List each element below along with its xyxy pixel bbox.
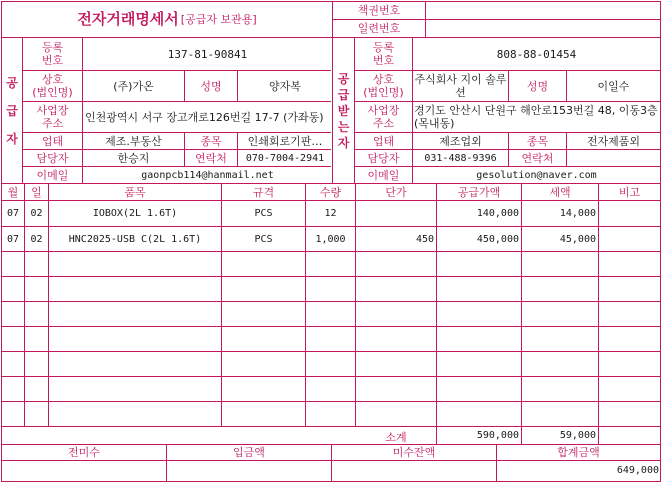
row-day: 02 bbox=[30, 208, 43, 219]
buyer-address: 경기도 안산시 단원구 해안로153번길 48, 이동3층 (목내동) bbox=[414, 104, 658, 130]
buyer-email: gesolution@naver.com bbox=[476, 169, 597, 181]
supplier-name: 양자복 bbox=[269, 79, 301, 93]
buyer-manager: 031-488-9396 bbox=[424, 152, 497, 164]
supplier-side-label bbox=[2, 38, 22, 183]
supplier-reg-no: 137-81-90841 bbox=[167, 47, 248, 61]
col-month-header: 월 bbox=[7, 185, 19, 199]
buyer-email-label: 이메일 bbox=[367, 168, 400, 182]
col-qty-header: 수량 bbox=[319, 185, 342, 199]
buyer-name-label: 성명 bbox=[526, 79, 549, 93]
buyer-business-label: 업태 bbox=[372, 134, 395, 148]
buyer-company: 주식회사 지이 솔루션 bbox=[414, 73, 507, 99]
row-day: 02 bbox=[30, 233, 43, 245]
supplier-address: 인천광역시 서구 장고개로126번길 17-7 (가좌동) bbox=[85, 110, 324, 124]
supplier-company: (주)가온 bbox=[113, 79, 154, 93]
buyer-address-label-line: 주소 bbox=[372, 117, 395, 130]
book-no-value bbox=[426, 2, 660, 19]
supplier-side-char: 자 bbox=[6, 131, 18, 146]
unpaid-label: 전미수 bbox=[68, 446, 100, 459]
buyer-name: 이일수 bbox=[597, 79, 630, 93]
supplier-company-label-line: (법인명) bbox=[32, 86, 73, 99]
buyer-side-label bbox=[333, 38, 354, 183]
buyer-address-label-line: 사업장 bbox=[367, 104, 400, 117]
rule-h bbox=[1, 326, 661, 327]
col-day-header: 일 bbox=[31, 185, 42, 199]
row-note bbox=[599, 201, 660, 226]
buyer-company-label-line: 상호 bbox=[372, 73, 395, 86]
row-item: IOBOX(2L 1.6T) bbox=[92, 208, 178, 219]
buyer-manager-label: 담당자 bbox=[367, 151, 400, 165]
supplier-business-label: 업태 bbox=[41, 134, 64, 148]
buyer-reg-label-line: 번호 bbox=[372, 54, 395, 67]
supplier-address-label-line: 사업장 bbox=[36, 104, 69, 117]
col-item-header: 품목 bbox=[124, 185, 146, 199]
row-price: 450 bbox=[415, 233, 434, 245]
buyer-company-label bbox=[355, 71, 412, 101]
supplier-manager: 한승지 bbox=[117, 151, 150, 165]
rule-h bbox=[1, 276, 661, 277]
rule-h bbox=[1, 251, 661, 252]
buyer-item: 전자제품외 bbox=[586, 134, 641, 148]
buyer-contact bbox=[567, 150, 660, 166]
supplier-company-label bbox=[23, 71, 82, 101]
row-spec: PCS bbox=[254, 208, 273, 219]
row-supply: 140,000 bbox=[476, 208, 519, 219]
supplier-email: gaonpcb114@hanmail.net bbox=[141, 169, 274, 181]
subtotal-label: 소계 bbox=[385, 431, 407, 444]
supplier-name-label: 성명 bbox=[200, 79, 222, 93]
supplier-address-label bbox=[23, 102, 82, 132]
supplier-manager-label: 담당자 bbox=[36, 151, 69, 165]
buyer-contact-label: 연락처 bbox=[521, 151, 554, 165]
supplier-reg-label-line: 번호 bbox=[41, 54, 64, 67]
book-no-label: 책권번호 bbox=[357, 4, 401, 17]
unpaid-balance-label: 미수잔액 bbox=[392, 446, 436, 459]
serial-no-value bbox=[426, 20, 660, 37]
row-month: 07 bbox=[6, 233, 20, 245]
supplier-email-label: 이메일 bbox=[36, 168, 69, 182]
document-title bbox=[2, 2, 332, 36]
buyer-side-char: 받 bbox=[337, 103, 350, 118]
total-amount: 649,000 bbox=[616, 465, 659, 476]
supplier-reg-label-line: 등록 bbox=[41, 41, 64, 54]
supplier-contact-label: 연락처 bbox=[195, 151, 227, 165]
serial-no-label: 일련번호 bbox=[357, 22, 401, 35]
row-tax: 14,000 bbox=[559, 208, 596, 219]
supplier-side-char: 공 bbox=[6, 75, 18, 90]
rule-h bbox=[1, 401, 661, 402]
rule-h bbox=[1, 376, 661, 377]
col-spec-header: 규격 bbox=[252, 185, 275, 199]
col-supply-header: 공급가액 bbox=[457, 185, 501, 199]
buyer-reg-label bbox=[355, 38, 412, 70]
col-price-header: 단가 bbox=[385, 185, 407, 199]
supplier-side-char: 급 bbox=[6, 103, 18, 118]
deposit-label: 입금액 bbox=[233, 446, 265, 459]
buyer-side-char: 급 bbox=[337, 87, 350, 102]
supplier-business: 제조.부동산 bbox=[105, 134, 162, 148]
subtotal-supply: 590,000 bbox=[476, 430, 519, 441]
total-label: 합계금액 bbox=[557, 446, 600, 459]
buyer-business: 제조업외 bbox=[439, 134, 482, 148]
buyer-address-label bbox=[355, 102, 412, 132]
col-tax-header: 세액 bbox=[549, 185, 571, 199]
row-supply: 450,000 bbox=[476, 233, 519, 245]
supplier-item: 인쇄회로기판… bbox=[247, 134, 323, 148]
buyer-company-label-line: (법인명) bbox=[363, 86, 404, 99]
row-note bbox=[599, 227, 660, 251]
supplier-reg-label bbox=[23, 38, 82, 70]
rule-h bbox=[1, 351, 661, 352]
row-month: 07 bbox=[6, 208, 20, 219]
row-qty: 1,000 bbox=[315, 233, 346, 245]
buyer-reg-label-line: 등록 bbox=[372, 41, 395, 54]
row-price bbox=[356, 201, 434, 226]
row-tax: 45,000 bbox=[559, 233, 596, 245]
col-note-header: 비고 bbox=[618, 185, 641, 199]
buyer-side-char: 공 bbox=[337, 71, 350, 86]
supplier-item-label: 종목 bbox=[200, 134, 222, 148]
title-text: 전자거래명세서 bbox=[77, 9, 179, 28]
row-item: HNC2025-USB C(2L 1.6T) bbox=[68, 233, 202, 245]
supplier-contact: 070-7004-2941 bbox=[245, 152, 325, 164]
supplier-company-label-line: 상호 bbox=[41, 73, 64, 86]
row-qty: 12 bbox=[324, 208, 337, 219]
supplier-address-label-line: 주소 bbox=[41, 117, 64, 130]
rule-h bbox=[1, 301, 661, 302]
buyer-side-char: 는 bbox=[337, 119, 350, 134]
title-subtitle: [공급자 보관용] bbox=[180, 12, 257, 26]
row-spec: PCS bbox=[254, 233, 273, 245]
buyer-reg-no: 808-88-01454 bbox=[496, 47, 577, 61]
buyer-side-char: 자 bbox=[337, 135, 350, 150]
buyer-item-label: 종목 bbox=[526, 134, 549, 148]
subtotal-tax: 59,000 bbox=[559, 430, 596, 441]
